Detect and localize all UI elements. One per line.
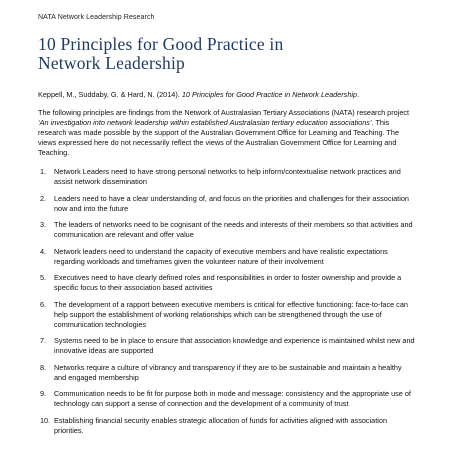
principle-text: Network Leaders need to have strong personal networks to help inform/contextualise network practices and assist network dissemination <box>54 167 401 186</box>
principle-text: The leaders of networks need to be cognisant of the needs and interests of their members so that activities and communication are relevant and offer value <box>54 220 413 239</box>
citation-end: . <box>357 90 360 99</box>
principle-number: 3. <box>40 220 47 229</box>
principle-number: 5. <box>40 273 47 282</box>
principle-text: Executives need to have clearly defined roles and responsibilities in order to foster ownership and provide a specific focus to their association based activities <box>54 273 402 292</box>
document-title <box>38 35 415 73</box>
principle-item <box>38 416 415 436</box>
principle-item <box>38 247 415 267</box>
principle-item <box>38 363 415 383</box>
principle-number: 1. <box>40 167 47 176</box>
principle-number: 4. <box>40 246 47 256</box>
principle-item <box>38 194 415 214</box>
citation <box>38 90 415 100</box>
title-line-2: Network Leadership <box>38 53 185 73</box>
intro-project-title: ‘An investigation into network leadership within established Australasian tertiary education associations’ <box>38 118 372 127</box>
principle-number: 2. <box>40 193 47 203</box>
principle-text: Networks require a culture of vibrancy and transparency if they are to be sustainable and maintain a healthy and engaged membership <box>54 362 402 382</box>
principle-number: 8. <box>40 362 47 372</box>
intro-part-1: The following principles are findings from the Network of Australasian Tertiary Associations (NATA) research project <box>38 108 410 117</box>
principle-item <box>38 220 415 240</box>
principle-item <box>38 336 415 356</box>
principle-number: 9. <box>40 389 47 398</box>
principle-item <box>38 167 415 187</box>
principle-text: Leaders need to have a clear understanding of, and focus on the priorities and challenges for their association now and into the future <box>54 193 409 213</box>
principle-item <box>38 273 415 293</box>
principle-text: Network leaders need to understand the capacity of executive members and have realistic expectations regarding workloads and timeframes given the volunteer nature of their involvement <box>54 246 388 266</box>
citation-authors: Keppell, M., Suddaby, G. & Hard, N. (2014). <box>38 90 182 99</box>
principle-item <box>38 300 415 330</box>
principle-number: 10. <box>40 415 51 425</box>
principles-list <box>38 167 415 436</box>
principle-text: Systems need to be in place to ensure that association knowledge and experience is maintained whilst new and innovative ideas are supported <box>54 336 415 355</box>
intro-part-2: . This research was made possible by the support of the Australian Government Office for Learning and Teaching. The views expressed here do not necessarily reflect the views of the Australian Government Office for Learning and Teaching. <box>38 118 400 157</box>
principle-text: Establishing financial security enables strategic allocation of funds for activities aligned with association priorities. <box>54 415 387 435</box>
principle-number: 7. <box>40 336 47 345</box>
principle-text: Communication needs to be fit for purpose both in mode and message: consistency and the appropriate use of technology can support a sense of connection and the development of a community of trust <box>54 389 411 408</box>
citation-title: 10 Principles for Good Practice in Network Leadership <box>181 90 358 99</box>
intro-paragraph <box>38 108 415 158</box>
running-header: NATA Network Leadership Research <box>38 14 155 21</box>
principle-number: 6. <box>40 299 47 309</box>
principle-text: The development of a rapport between executive members is critical for effective functioning: face-to-face can help support the establishment of working relationships which can be strengthened through the use of communication technologies <box>54 299 408 329</box>
title-line-1: 10 Principles for Good Practice in <box>38 34 284 54</box>
principle-item <box>38 389 415 409</box>
